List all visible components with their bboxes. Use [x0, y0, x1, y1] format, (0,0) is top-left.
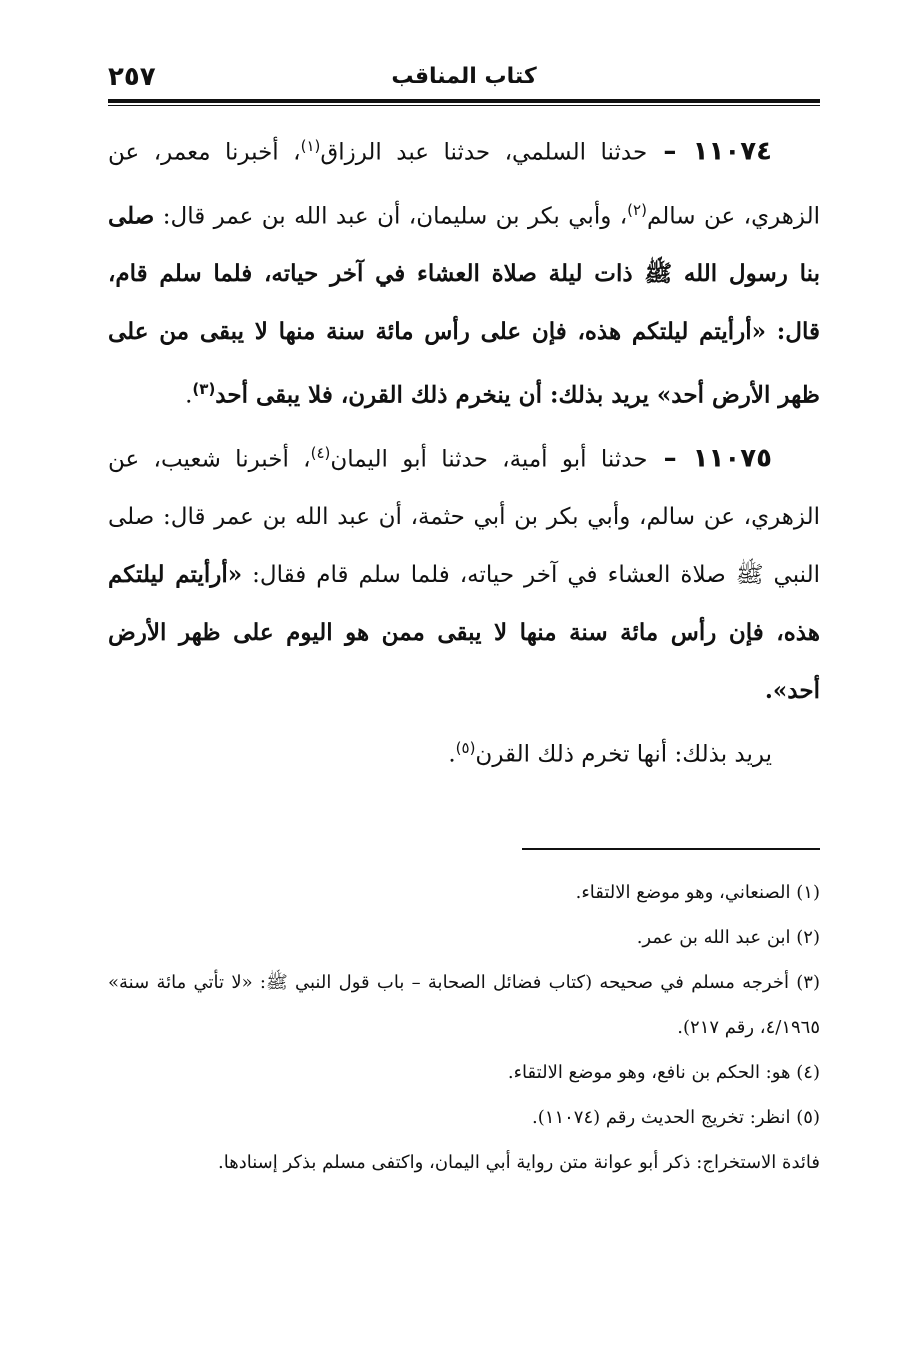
footnote-marker: (٤): [796, 1062, 820, 1083]
hadith-matn: «أرأيتم ليلتكم هذه، فإن رأس مائة سنة منها لا يبقى ممن هو اليوم على ظهر الأرض أحد».: [108, 560, 820, 704]
footnotes: [108, 870, 820, 1185]
hadith-number: ١١٠٧٥: [692, 443, 772, 474]
footnote-2: [108, 915, 820, 960]
chapter-title: كتاب المناقب: [391, 64, 537, 89]
footnote-text: ابن عبد الله بن عمر.: [636, 927, 791, 948]
hadith-text: ، أخبرنا شعيب، عن الزهري، عن سالم، وأبي بكر بن أبي حثمة، أن عبد الله بن عمر قال: صلى النبي ﷺ صلاة العشاء في آخر حياته، فلما سلم قام فقال:: [108, 446, 821, 588]
hadith-1075-note: [108, 720, 820, 784]
page-number: ٢٥٧: [108, 62, 156, 92]
hadith-text: ، وأبي بكر بن سليمان، أن عبد الله بن عمر قال:: [154, 203, 628, 230]
hadith-text: ، أخبرنا معمر، عن الزهري، عن سالم: [108, 139, 820, 230]
hadith-1075: [108, 425, 820, 720]
hadith-matn: صلى بنا رسول الله ﷺ ذات ليلة صلاة العشاء في آخر حياته، فلما سلم قام، قال:: [108, 202, 820, 346]
footnote-text: الصنعاني، وهو موضع الالتقاء.: [575, 882, 791, 903]
footnote-5: [108, 1095, 820, 1140]
footnote-marker: (١): [796, 882, 820, 903]
faida-note: فائدة الاستخراج: ذكر أبو عوانة متن رواية أبي اليمان، واكتفى مسلم بذكر إسنادها.: [218, 1152, 820, 1173]
footnote-ref: (٢): [627, 200, 647, 219]
footnote-3: [108, 960, 820, 1050]
main-text: [108, 118, 820, 783]
footnote-ref: (١): [300, 137, 321, 155]
header-rule-thin: [108, 105, 820, 106]
footnote-ref: (٣): [192, 380, 216, 399]
footnote-1: [108, 870, 820, 915]
footnote-4: [108, 1050, 820, 1095]
hadith-text: حدثنا أبو أمية، حدثنا أبو اليمان: [330, 446, 648, 473]
footnote-marker: (٣): [796, 972, 820, 993]
footnote-text: هو: الحكم بن نافع، وهو موضع الالتقاء.: [507, 1062, 791, 1083]
footnote-text: انظر: تخريج الحديث رقم (١١٠٧٤).: [532, 1107, 791, 1128]
hadith-dash: –: [647, 136, 693, 167]
page-header: [108, 62, 820, 100]
note-text: يريد بذلك: أنها تخرم ذلك القرن: [475, 741, 772, 768]
footnote-marker: (٥): [796, 1107, 820, 1128]
footnote-text: أخرجه مسلم في صحيحه (كتاب فضائل الصحابة – باب قول النبي ﷺ: «لا تأتي مائة سنة» ٤/١٩٦٥، رقم ٢١٧).: [108, 972, 820, 1038]
hadith-1074: [108, 118, 820, 425]
footnote-separator: [522, 848, 820, 850]
header-rule-thick: [108, 99, 820, 103]
hadith-text: حدثنا السلمي، حدثنا عبد الرزاق: [320, 139, 648, 166]
hadith-end: .: [185, 382, 193, 409]
footnote-ref: (٥): [455, 738, 476, 757]
note-end: .: [448, 741, 456, 768]
hadith-matn: «أرأيتم ليلتكم هذه، فإن على رأس مائة سنة منها لا يبقى من على ظهر الأرض أحد» يريد بذلك: أن ينخرم ذلك القرن، فلا يبقى أحد: [108, 318, 820, 409]
footnote-marker: (٢): [796, 927, 820, 948]
hadith-number: ١١٠٧٤: [692, 136, 772, 167]
footnote-ref: (٤): [310, 443, 331, 462]
hadith-dash: –: [647, 443, 693, 474]
